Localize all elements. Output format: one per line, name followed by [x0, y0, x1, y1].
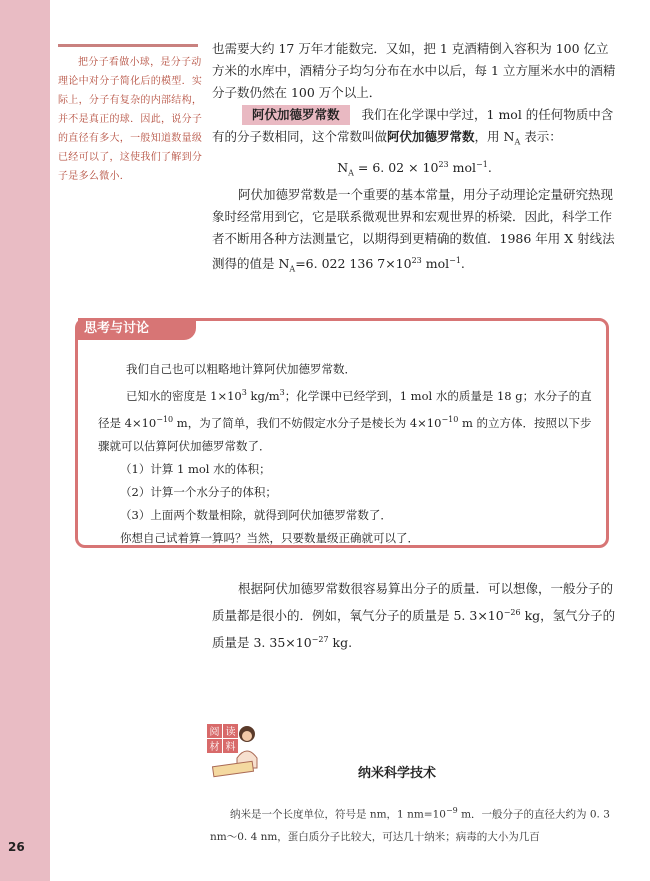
- page-number: 26: [8, 840, 25, 854]
- paragraph-2: 阿伏加德罗常数 我们在化学课中学过，1 mol 的任何物质中含有的分子数相同，这个常数叫做阿伏加德罗常数，用 $N_A$ 表示：: [212, 107, 614, 147]
- discussion-last-line: 你想自己试着算一算吗？当然，只要数量级正确就可以了．: [120, 530, 419, 545]
- section-tag: 阿伏加德罗常数: [242, 105, 350, 125]
- margin-note: [58, 44, 204, 186]
- discussion-header: 思考与讨论: [78, 318, 196, 340]
- main-text: [212, 38, 617, 281]
- reading-text: 纳米是一个长度单位，符号是 nm，1 $nm=10^{-9}$ m．一般分子的直径大约为 0. 3 nm～0. 4 nm，蛋白质分子比较大，可达几十纳米；病毒的大小为几百: [210, 806, 610, 843]
- discussion-line-1: 我们自己也可以粗略地计算阿伏加德罗常数．: [126, 362, 356, 376]
- svg-text:读: 读: [225, 727, 236, 738]
- book: [212, 761, 253, 776]
- discussion-line-2: 已知水的密度是 $1\times 10^3$ $kg/m^3$；化学课中已经学到，1 mol 水的质量是 18 g；水分子的直径是 $4\times 10^{-10}$ m，为了简单，我们不妨假定水分子是棱长为 $4\times 10^{-10}$ m 的立方体．按照以下步骤就可以估算阿伏加德罗常数了．: [98, 388, 592, 453]
- paragraph-1: 也需要大约 17 万年才能数完．又如，把 1 克酒精倒入容积为 100 亿立方米的水库中，酒精分子均匀分布在水中以后，每 1 立方厘米水中的酒精分子数仍然在 100 万个以上．: [212, 41, 616, 100]
- svg-text:阅: 阅: [209, 727, 220, 738]
- left-margin-band: [0, 0, 50, 881]
- avogadro-formula: $N_A = 6$. $02 \times 10^{23}$ mol$^{-1}$.: [337, 159, 492, 178]
- svg-text:材: 材: [209, 742, 220, 753]
- discussion-body: [98, 358, 598, 550]
- margin-note-rule: [58, 44, 198, 47]
- margin-note-text: 把分子看做小球，是分子动理论中对分子简化后的模型．实际上，分子有复杂的内部结构，并不是真正的球．因此，说分子的直径有多大，一般知道数量级已经可以了，这使我们了解到分子是多么微小．: [58, 57, 203, 182]
- reading-title: 纳米科学技术: [358, 766, 437, 781]
- reading-material-icon: [205, 718, 259, 780]
- discussion-step-1: （1）计算 1 mol 水的体积；: [120, 461, 271, 476]
- paragraph-3: 阿伏加德罗常数是一个重要的基本常量，用分子动理论定量研究热现象时经常用到它，它是联系微观世界和宏观世界的桥梁．因此，科学工作者不断用各种方法测量它，以期得到更精确的数值．1986 年用 X 射线法测得的值是 $N_A=6$. 022 136 $7\times 10^{23}$ mol$^{-1}$.: [212, 187, 615, 274]
- discussion-step-3: （3）上面两个数量相除，就得到阿伏加德罗常数了．: [120, 507, 392, 522]
- discussion-step-2: （2）计算一个水分子的体积；: [120, 484, 277, 499]
- svg-text:料: 料: [225, 742, 236, 753]
- molecule-mass-paragraph: 根据阿伏加德罗常数很容易算出分子的质量．可以想像，一般分子的质量都是很小的．例如，氧气分子的质量是 5. $3\times 10^{-26}$ kg，氢气分子的质量是 3. $35\times 10^{-27}$ kg.: [212, 581, 616, 651]
